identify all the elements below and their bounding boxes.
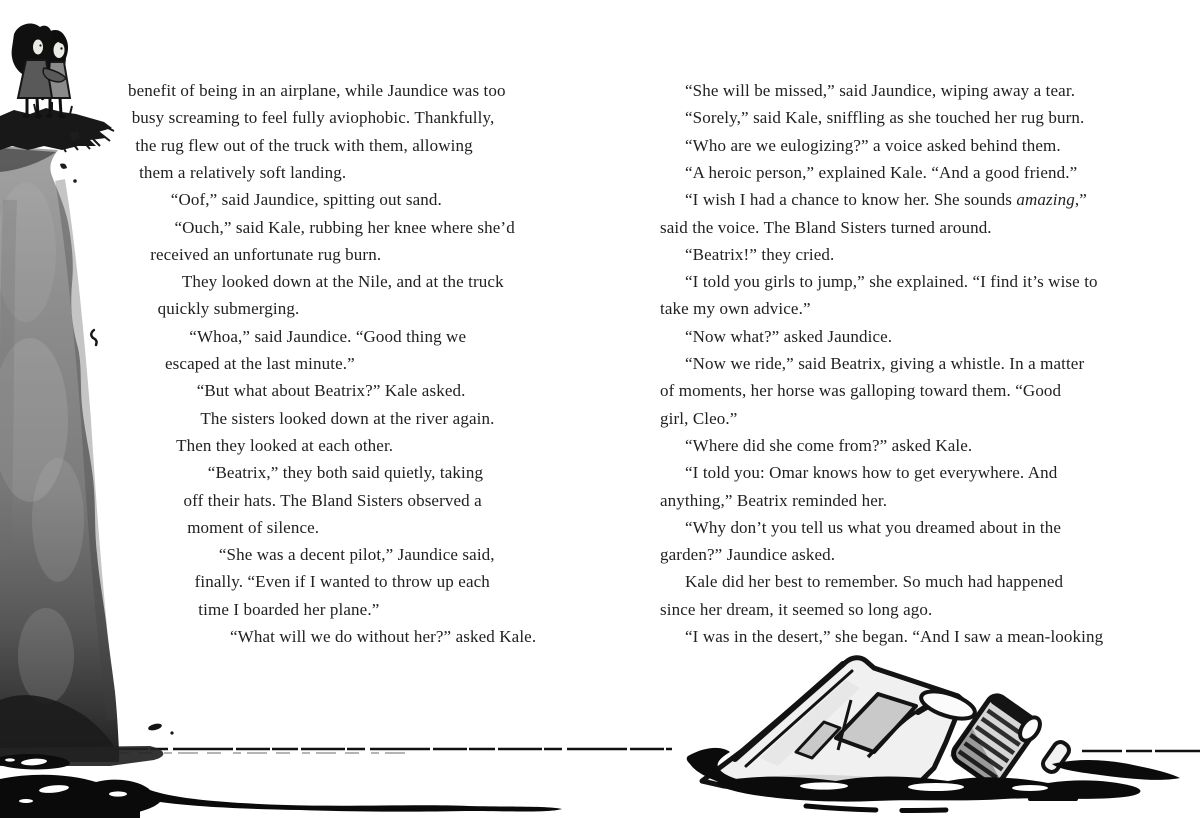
text-line: “I told you girls to jump,” she explained. “I find it’s wise to [685,272,1098,292]
text-line: “Beatrix!” they cried. [685,244,835,264]
text-span: “I wish I had a chance to know her. She sounds [685,190,1017,210]
river-ink-left [0,746,672,818]
text-line: “A heroic person,” explained Kale. “And a good friend.” [685,162,1078,182]
text-line: “Ouch,” said Kale, rubbing her knee where she’d [174,217,515,237]
right-swirl [1052,760,1180,780]
text-line: off their hats. The Bland Sisters observed a [183,490,482,510]
swirl-gap [5,758,15,761]
text-line: “I told you: Omar knows how to get everywhere. And [685,463,1058,483]
text-span: ,” [1074,190,1087,210]
swirl-gap [908,783,964,791]
bland-sisters-figures [12,23,70,118]
text-line: garden?” Jaundice asked. [660,545,836,565]
right-sister-foot [58,115,65,119]
text-line: “I was in the desert,” she began. “And I saw a mean-looking [685,627,1104,646]
text-line: take my own advice.” [660,299,811,319]
text-line: since her dream, it seemed so long ago. [660,599,933,619]
left-sister-eye [39,44,41,46]
text-line: finally. “Even if I wanted to throw up each [194,572,490,592]
text-line: “Now we ride,” said Beatrix, giving a whistle. In a matter [685,354,1085,373]
ink-speck [170,731,173,734]
text-line [685,191,1087,208]
text-line: “Now what?” asked Jaundice. [685,326,893,346]
pebble [73,179,77,183]
text-line: “Beatrix,” they both said quietly, taking [207,463,484,483]
rock-shade-streak [4,200,10,560]
left-sister-foot [35,115,42,119]
text-line: “She will be missed,” said Jaundice, wiping away a tear. [685,81,1076,100]
blob-gap [109,791,127,796]
text-line: The sisters looked down at the river again. [200,408,495,428]
text-line: the rug flew out of the truck with them, allowing [135,135,473,155]
cliff-illustration [0,102,119,762]
text-line: escaped at the last minute.” [165,354,355,373]
pebble [60,164,67,169]
text-line: moment of silence. [187,517,320,537]
ink-speck [147,722,162,731]
text-line: Kale did her best to remember. So much had happened [685,572,1064,592]
text-line: said the voice. The Bland Sisters turned around. [660,217,992,237]
text-line: girl, Cleo.” [660,408,738,428]
right-sister-face [54,42,65,58]
right-sister-foot [46,114,53,118]
cliff-ledge [0,108,112,150]
text-line: “Where did she come from?” asked Kale. [685,435,973,455]
text-line: Then they looked at each other. [176,435,394,455]
left-sister-legs [27,98,38,115]
right-sister-eye [60,47,62,49]
text-line: of moments, her horse was galloping toward them. “Good [660,381,1062,401]
text-line: benefit of being in an airplane, while Jaundice was too [128,81,506,100]
text-line: quickly submerging. [157,299,300,319]
italic-word: amazing [1016,190,1075,210]
text-line: anything,” Beatrix reminded her. [660,490,888,510]
swirl-gap [800,782,848,789]
text-line: “Why don’t you tell us what you dreamed about in the [685,517,1062,537]
left-sister-foot [23,114,30,118]
rock-highlight [32,458,84,582]
sinking-truck-illustration [687,658,1200,811]
text-line: “She was a decent pilot,” Jaundice said, [218,545,495,565]
swirl-gap [1012,785,1048,791]
ink-blob-base [0,810,140,818]
text-line: received an unfortunate rug burn. [150,244,382,264]
falling-rock-squiggle [91,330,96,345]
text-line: busy screaming to feel fully aviophobic. Thankfully, [131,108,495,128]
text-line: “Whoa,” said Jaundice. “Good thing we [189,326,467,346]
reflection-dash [806,806,986,810]
text-line: “Oof,” said Jaundice, spitting out sand. [170,190,442,210]
blob-gap [19,799,33,803]
text-line: “What will we do without her?” asked Kale. [230,627,537,646]
text-line: them a relatively soft landing. [139,162,347,182]
text-line: “Who are we eulogizing?” a voice asked behind them. [685,135,1061,155]
left-sister-face [33,40,43,55]
text-line: They looked down at the Nile, and at the truck [181,272,504,292]
text-line: time I boarded her plane.” [198,599,380,619]
rock-highlight [18,608,74,704]
text-line: “But what about Beatrix?” Kale asked. [196,381,466,401]
text-line: “Sorely,” said Kale, sniffling as she touched her rug burn. [685,108,1085,128]
